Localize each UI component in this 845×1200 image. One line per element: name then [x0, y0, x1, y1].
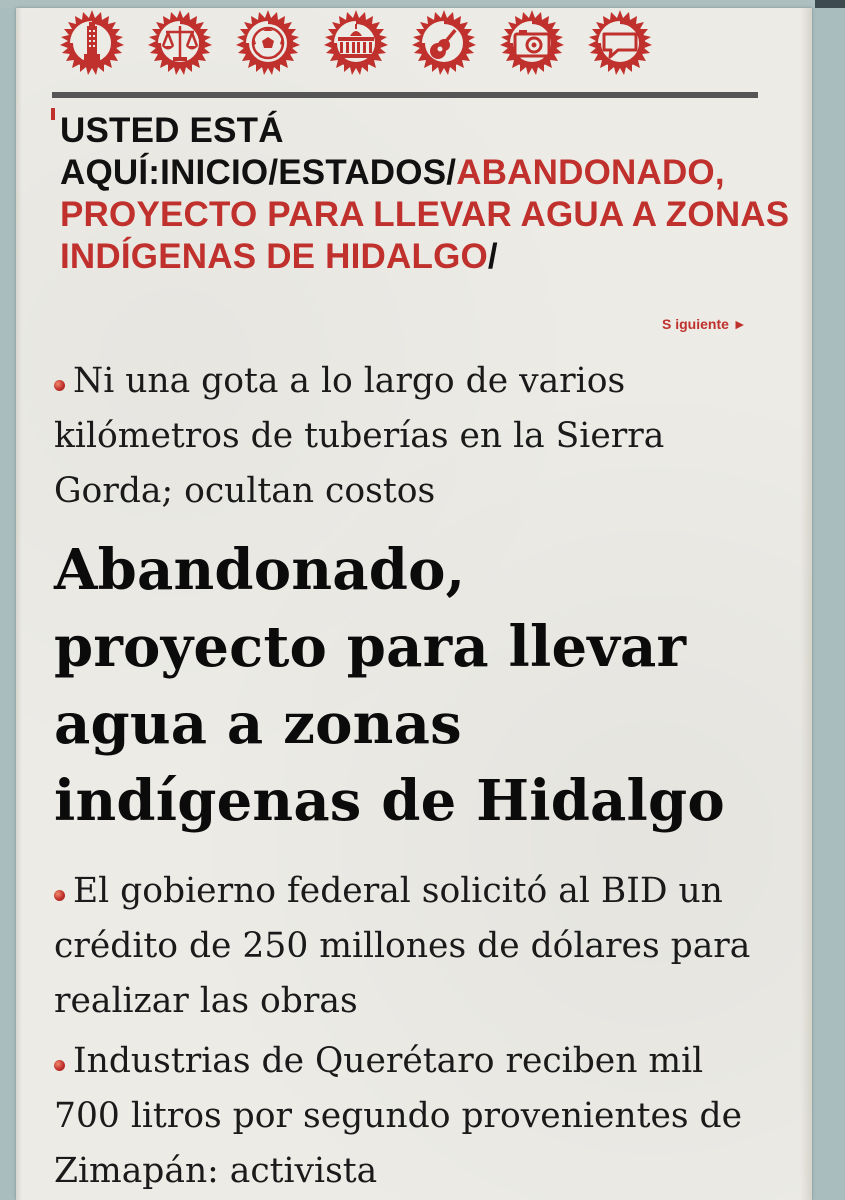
breadcrumb-trailing-separator: /: [487, 237, 498, 276]
breadcrumb-prefix: USTED ESTÁ AQUÍ:: [60, 111, 284, 192]
bullet-icon: [54, 380, 65, 391]
paper-edge-right: [800, 8, 812, 1200]
article-summary[interactable]: [54, 1034, 754, 1199]
breadcrumb-inicio-link[interactable]: INICIO: [160, 153, 269, 192]
top-strip-dark-segment: [815, 0, 845, 8]
breadcrumb-current-article[interactable]: ABANDONADO, PROYECTO PARA LLEVAR AGUA A ZONAS INDÍGENAS DE HIDALGO: [60, 153, 790, 276]
bullet-icon: [54, 890, 65, 901]
camera-icon[interactable]: [492, 6, 572, 86]
breadcrumb: [60, 110, 790, 278]
next-article-link[interactable]: S iguiente ►: [662, 316, 747, 332]
guitar-icon[interactable]: [404, 6, 484, 86]
article-summary-text[interactable]: Industrias de Querétaro reciben mil 700 litros por segundo provenientes de Zimapán: activista: [54, 1041, 743, 1191]
header-divider: [52, 92, 758, 98]
breadcrumb-separator: /: [446, 153, 457, 192]
article-kicker[interactable]: [54, 354, 754, 519]
article-summary-text[interactable]: El gobierno federal solicitó al BID un crédito de 250 millones de dólares para realizar las obras: [54, 871, 751, 1021]
breadcrumb-separator: /: [268, 153, 279, 192]
section-icon-row: [52, 6, 672, 86]
bullet-icon: [54, 1060, 65, 1071]
building-icon[interactable]: [52, 6, 132, 86]
palace-icon[interactable]: [316, 6, 396, 86]
soccer-ball-icon[interactable]: [228, 6, 308, 86]
speech-bubble-icon[interactable]: [580, 6, 660, 86]
paper-edge-left: [16, 8, 22, 1200]
article-kicker-text[interactable]: Ni una gota a lo largo de varios kilómetros de tuberías en la Sierra Gorda; ocultan costos: [54, 361, 665, 511]
divider-accent-mark: [51, 108, 55, 120]
breadcrumb-estados-link[interactable]: ESTADOS: [278, 153, 447, 192]
article-summary[interactable]: [54, 864, 754, 1029]
scales-of-justice-icon[interactable]: [140, 6, 220, 86]
article-headline: Abandonado, proyecto para llevar agua a zonas indígenas de Hidalgo: [54, 537, 725, 834]
